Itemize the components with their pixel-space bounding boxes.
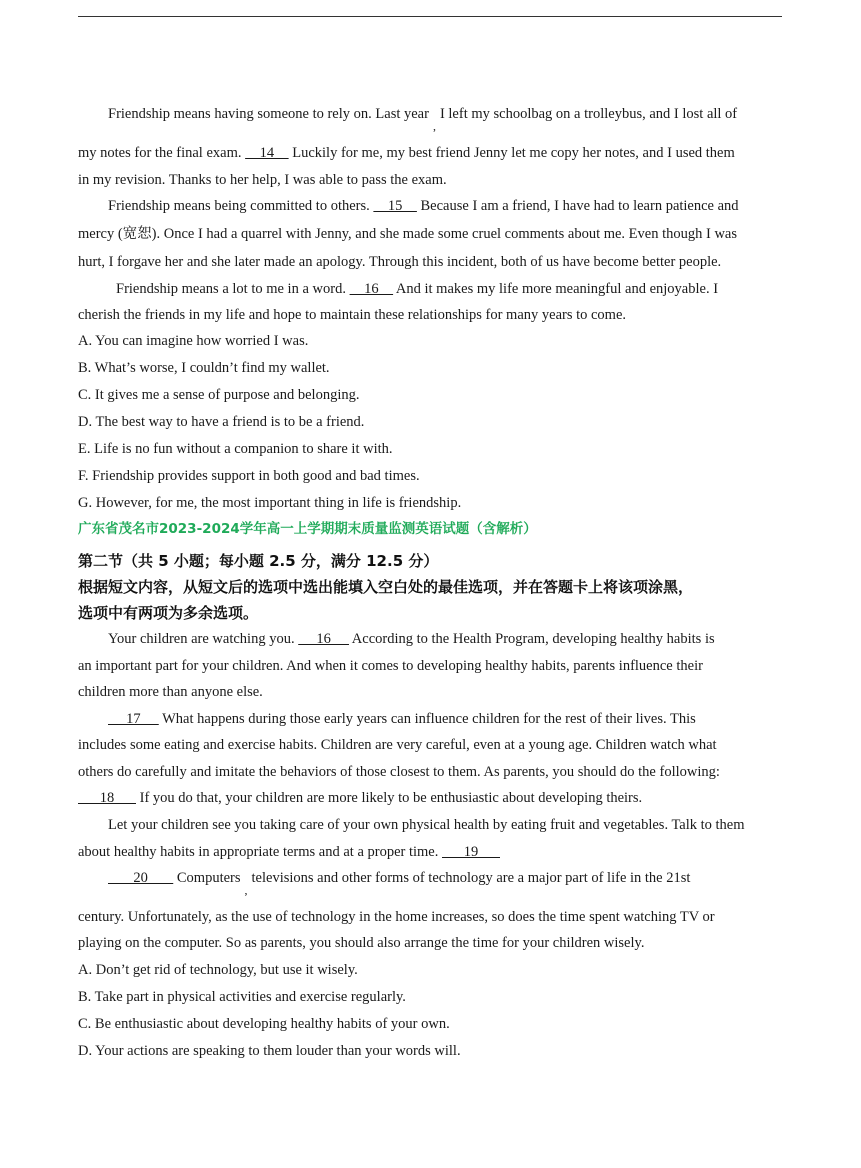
text: Luckily for me, my best friend Jenny let me copy her notes, and I used them <box>292 145 735 161</box>
paragraph-line <box>78 144 735 162</box>
text: televisions and other forms of technology are a major part of life in the 21st <box>251 870 691 886</box>
paragraph-line: mercy (宽恕). Once I had a quarrel with Jenny, and she made some cruel comments about me. Even though I was <box>78 226 738 242</box>
paragraph-line <box>108 710 696 728</box>
paragraph-line <box>108 105 737 135</box>
blank-19: 19 <box>442 844 500 860</box>
instruction-line: 根据短文内容，从短文后的选项中选出能填入空白处的最佳选项，并在答题卡上将该项涂黑， <box>78 578 694 596</box>
header-rule <box>78 16 782 17</box>
option-b: B. What’s worse, I couldn’t find my wallet. <box>78 360 330 376</box>
blank-20: 20 <box>108 870 174 886</box>
blank-14: 14 <box>245 145 289 161</box>
paragraph-line <box>116 280 718 298</box>
option-b: B. Take part in physical activities and exercise regularly. <box>78 989 406 1005</box>
option-d: D. The best way to have a friend is to be a friend. <box>78 414 365 430</box>
text: about healthy habits in appropriate terms and at a proper time. <box>78 844 439 860</box>
paragraph-line: in my revision. Thanks to her help, I was able to pass the exam. <box>78 172 447 188</box>
blank-16: 16 <box>349 281 394 297</box>
text: What happens during those early years can influence children for the rest of their lives. This <box>162 711 696 727</box>
blank-16: 16 <box>298 631 349 647</box>
text: And it makes my life more meaningful and enjoyable. I <box>395 281 719 297</box>
option-a: A. You can imagine how worried I was. <box>78 333 309 349</box>
paragraph-line: hurt, I forgave her and she later made an apology. Through this incident, both of us have become better people. <box>78 254 722 270</box>
paragraph-line <box>108 630 715 648</box>
source-title: 广东省茂名市2023-2024学年高一上学期期末质量监测英语试题（含解析） <box>78 521 537 537</box>
option-f: F. Friendship provides support in both good and bad times. <box>78 468 420 484</box>
option-c: C. It gives me a sense of purpose and belonging. <box>78 387 360 403</box>
option-g: G. However, for me, the most important thing in life is friendship. <box>78 495 462 511</box>
paragraph-line: Let your children see you taking care of your own physical health by eating fruit and vegetables. Talk to them <box>108 817 745 833</box>
option-c: C. Be enthusiastic about developing healthy habits of your own. <box>78 1016 450 1032</box>
paragraph-line: an important part for your children. And when it comes to developing healthy habits, parents influence their <box>78 658 703 674</box>
text: I left my schoolbag on a trolleybus, and I lost all of <box>439 106 738 122</box>
option-a: A. Don’t get rid of technology, but use it wisely. <box>78 962 358 978</box>
blank-15: 15 <box>373 198 417 214</box>
paragraph-line <box>108 869 690 899</box>
text: Your children are watching you. <box>108 631 295 647</box>
blank-17: 17 <box>108 711 159 727</box>
paragraph-line <box>108 197 739 215</box>
option-d: D. Your actions are speaking to them louder than your words will. <box>78 1043 461 1059</box>
text: Because I am a friend, I have had to learn patience and <box>420 198 739 214</box>
option-e: E. Life is no fun without a companion to share it with. <box>78 441 393 457</box>
blank-18: 18 <box>78 790 136 806</box>
text: Friendship means having someone to rely on. Last year <box>108 106 429 122</box>
paragraph-line <box>78 789 642 807</box>
paragraph-line <box>78 843 500 861</box>
section-heading: 第二节（共 5 小题；每小题 2.5 分，满分 12.5 分） <box>78 552 439 570</box>
text: Friendship means being committed to others. <box>108 198 370 214</box>
text: Computers <box>176 870 241 886</box>
text: If you do that, your children are more likely to be enthusiastic about developing theirs. <box>139 790 643 806</box>
instruction-line: 选项中有两项为多余选项。 <box>78 604 259 622</box>
comma: , <box>432 119 436 133</box>
text: According to the Health Program, developing healthy habits is <box>351 631 715 647</box>
paragraph-line: century. Unfortunately, as the use of technology in the home increases, so does the time spent watching TV or <box>78 909 715 925</box>
text: Friendship means a lot to me in a word. <box>116 281 346 297</box>
paragraph-line: playing on the computer. So as parents, you should also arrange the time for your children wisely. <box>78 935 645 951</box>
paragraph-line: children more than anyone else. <box>78 684 263 700</box>
paragraph-line: cherish the friends in my life and hope to maintain these relationships for many years to come. <box>78 307 627 323</box>
text: my notes for the final exam. <box>78 145 242 161</box>
paragraph-line: includes some eating and exercise habits. Children are very careful, even at a young age. Children watch what <box>78 737 717 753</box>
paragraph-line: others do carefully and imitate the behaviors of those closest to them. As parents, you should do the following: <box>78 764 720 780</box>
comma: , <box>244 883 248 897</box>
